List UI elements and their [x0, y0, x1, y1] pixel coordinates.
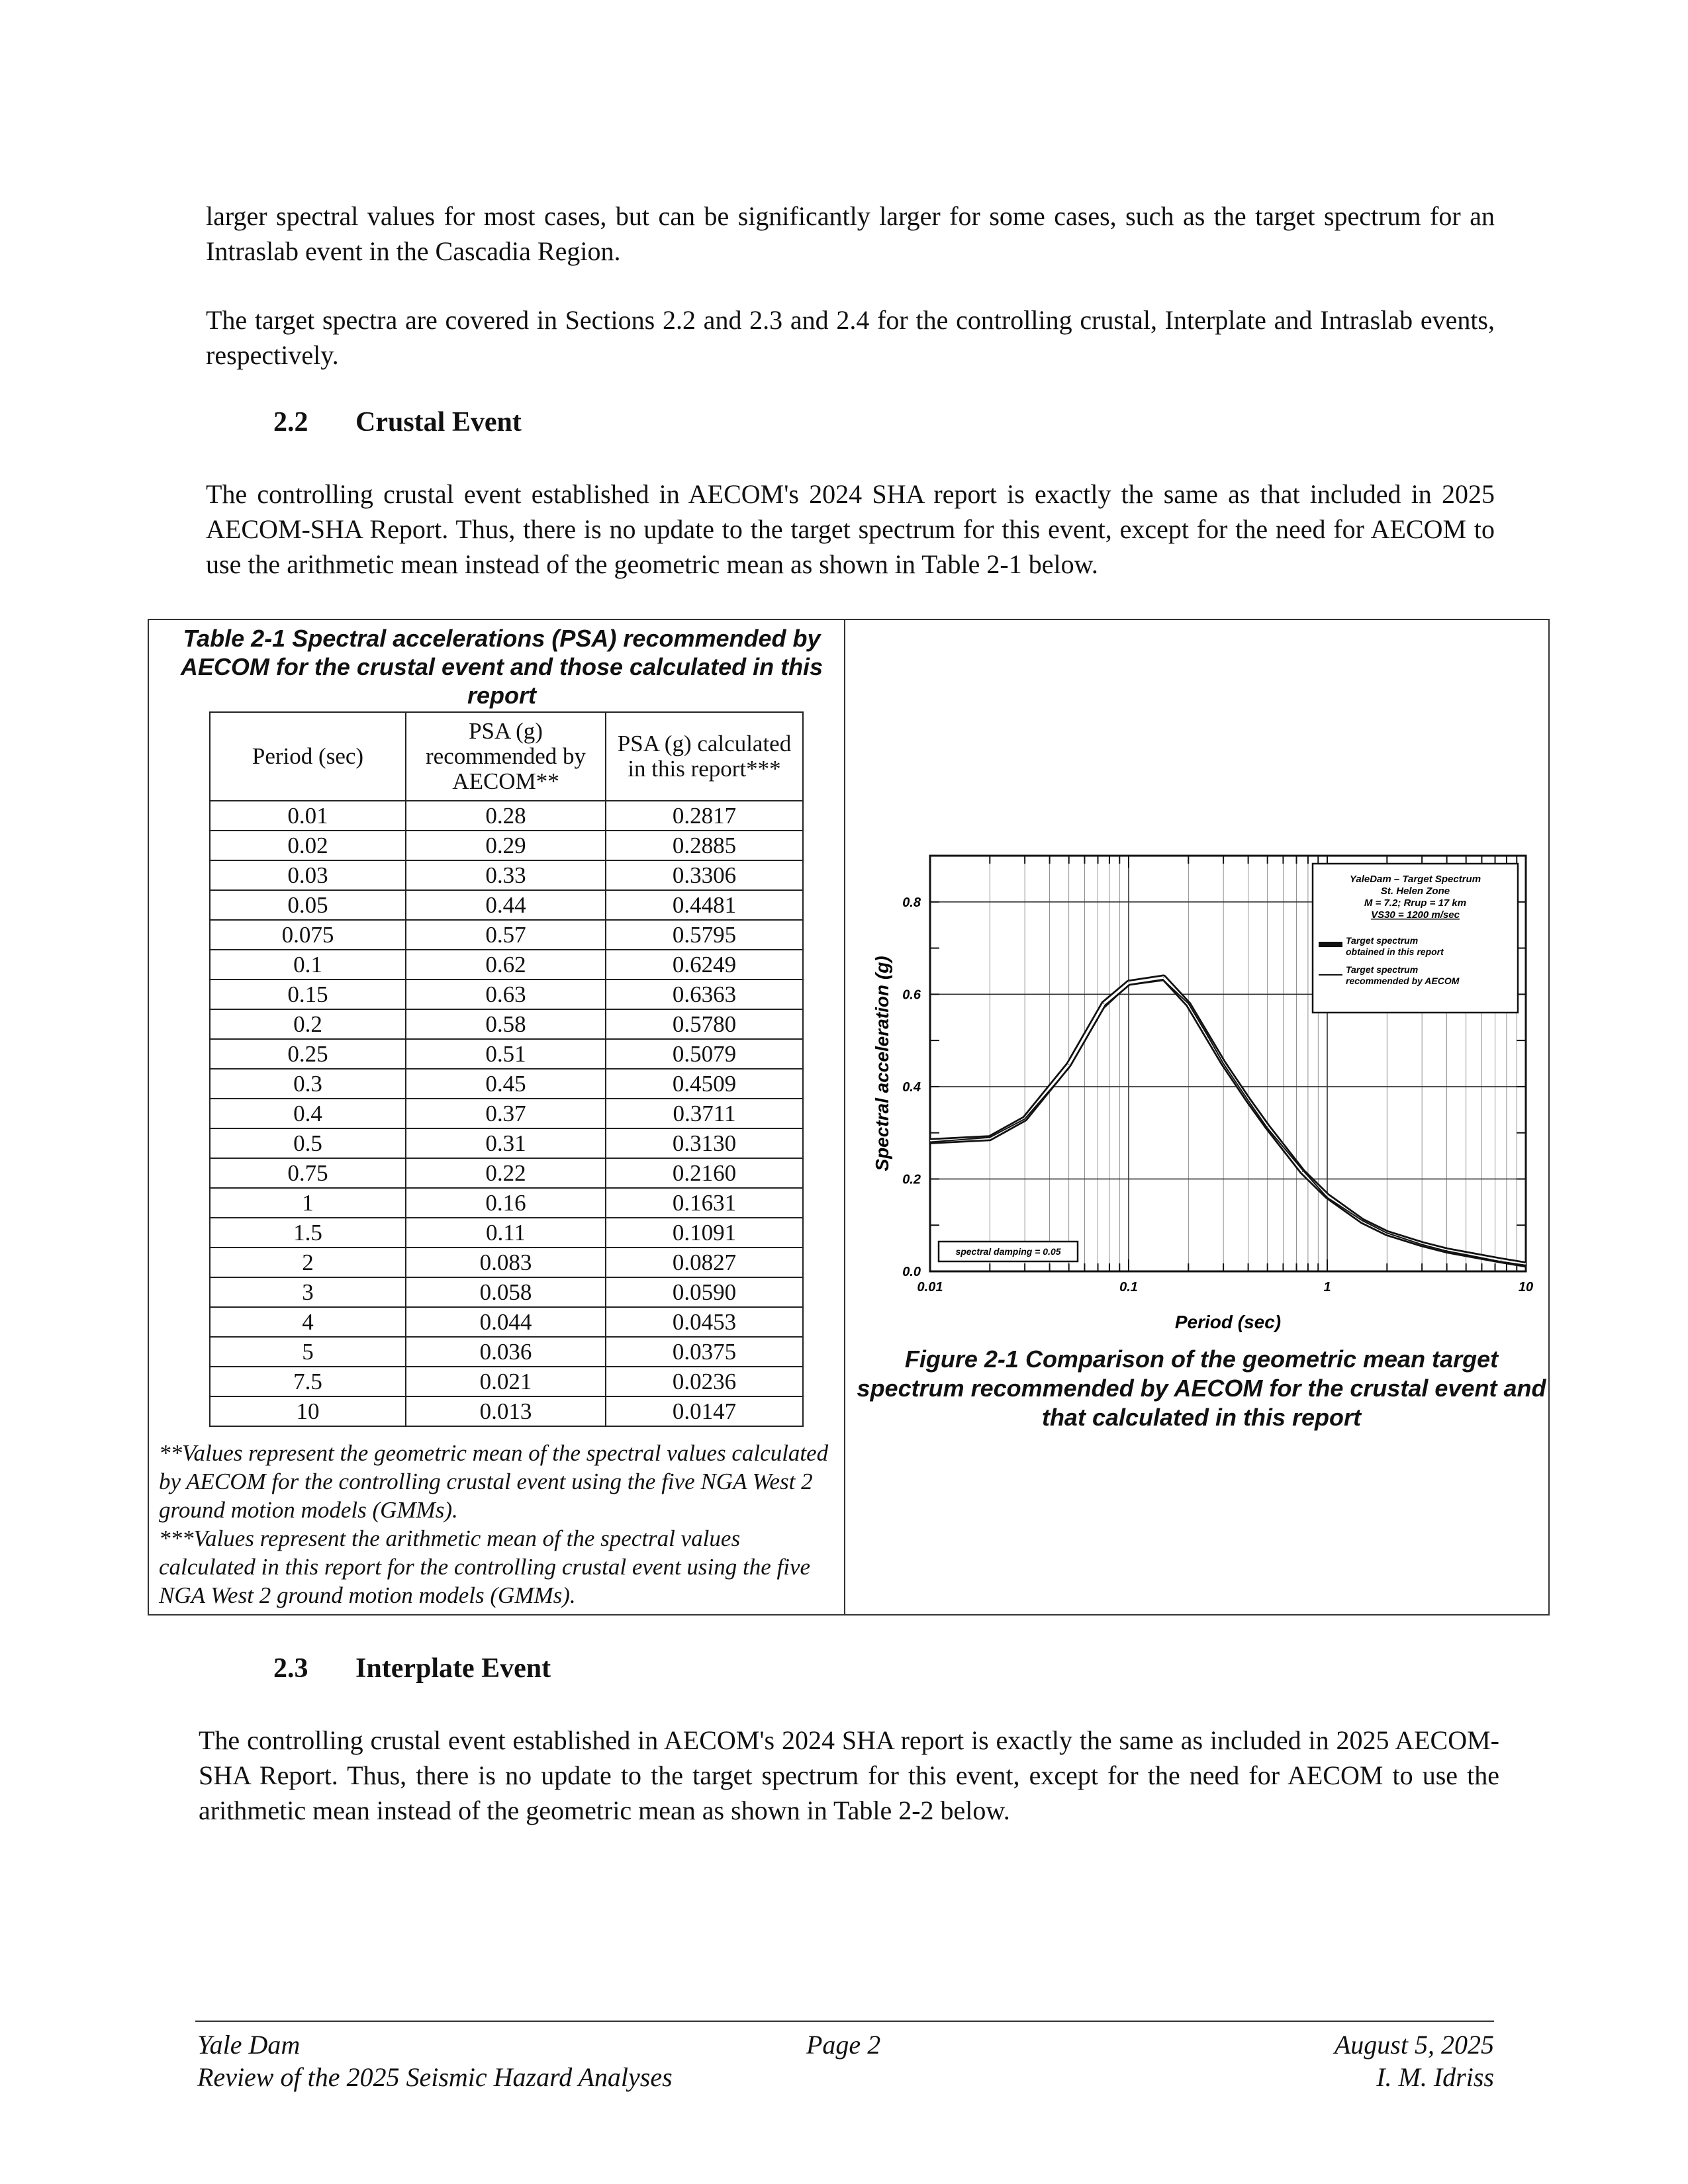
table-row [210, 801, 803, 831]
cell-psa-aecom: 0.058 [406, 1277, 606, 1307]
x-tick-label: 10 [1518, 1280, 1534, 1295]
cell-psa-calculated: 0.0590 [606, 1277, 803, 1307]
data-point-aecom [1422, 1244, 1423, 1245]
y-tick-label: 0.6 [902, 987, 921, 1003]
table-footnote-1: **Values represent the geometric mean of the spectral values calculated by AECOM for the controlling crustal event using the five NGA West 2 ground motion models (GMMs). [159, 1440, 829, 1523]
legend-label-thick-l1: Target spectrum [1346, 935, 1419, 946]
table-row [210, 1009, 803, 1039]
table-row [210, 1188, 803, 1218]
section-2-3-body: The controlling crustal event established in AECOM's 2024 SHA report is exactly the same as included in 2025 AECOM-SHA Report. Thus, there is no update to the target spectrum for this event, except for the need for AECOM to use the arithmetic mean instead of the geometric mean as shown in Table 2-2 below. [199, 1725, 1499, 1825]
cell-psa-aecom: 0.11 [406, 1218, 606, 1248]
header-psa-aecom: PSA (g) recommended by AECOM** [406, 712, 606, 801]
cell-psa-aecom: 0.45 [406, 1069, 606, 1099]
footer-project-name: Yale Dam [197, 2030, 301, 2060]
y-tick-label: 0.2 [902, 1172, 921, 1187]
cell-period: 0.3 [210, 1069, 406, 1099]
legend-subtitle-1: St. Helen Zone [1380, 886, 1450, 897]
data-point-aecom [1223, 1063, 1224, 1064]
legend-subtitle-2: M = 7.2; Rrup = 17 km [1364, 897, 1467, 909]
intro-paragraph-2: The target spectra are covered in Sections 2.2 and 2.3 and 2.4 for the controlling crustal, Interplate and Intraslab events, respectively. [206, 305, 1495, 370]
section-2-2-heading [273, 406, 522, 438]
data-point-aecom [1302, 1169, 1303, 1170]
cell-psa-calculated: 0.3130 [606, 1128, 803, 1158]
footer-author: I. M. Idriss [1376, 2062, 1494, 2092]
cell-psa-calculated: 0.2817 [606, 801, 803, 831]
cell-period: 0.075 [210, 920, 406, 950]
cell-period: 2 [210, 1248, 406, 1277]
cell-period: 0.1 [210, 950, 406, 979]
header-psa-calculated: PSA (g) calculated in this report*** [606, 712, 803, 801]
cell-psa-aecom: 0.021 [406, 1367, 606, 1396]
cell-psa-aecom: 0.013 [406, 1396, 606, 1426]
cell-psa-calculated: 0.6249 [606, 950, 803, 979]
cell-period: 0.2 [210, 1009, 406, 1039]
footer-page-number: Page 2 [806, 2030, 881, 2060]
cell-psa-calculated: 0.6363 [606, 979, 803, 1009]
cell-period: 7.5 [210, 1367, 406, 1396]
cell-psa-calculated: 0.1631 [606, 1188, 803, 1218]
cell-psa-calculated: 0.0453 [606, 1307, 803, 1337]
table-2-1-caption: Table 2-1 Spectral accelerations (PSA) recommended by AECOM for the crustal event and those calculated in this report [180, 625, 823, 709]
table-row [210, 979, 803, 1009]
legend-label-thin-l2: recommended by AECOM [1346, 976, 1460, 986]
table-row [210, 1158, 803, 1188]
footer-date: August 5, 2025 [1334, 2030, 1494, 2060]
cell-period: 3 [210, 1277, 406, 1307]
table-row [210, 1277, 803, 1307]
table-row [210, 950, 803, 979]
cell-period: 0.02 [210, 831, 406, 860]
cell-period: 10 [210, 1396, 406, 1426]
cell-psa-calculated: 0.5795 [606, 920, 803, 950]
cell-psa-calculated: 0.1091 [606, 1218, 803, 1248]
cell-psa-aecom: 0.29 [406, 831, 606, 860]
cell-psa-calculated: 0.4509 [606, 1069, 803, 1099]
cell-period: 1.5 [210, 1218, 406, 1248]
cell-period: 0.25 [210, 1039, 406, 1069]
cell-psa-aecom: 0.083 [406, 1248, 606, 1277]
data-point-calculated [1302, 1171, 1303, 1172]
cell-psa-calculated: 0.0375 [606, 1337, 803, 1367]
chart-series [929, 977, 1526, 1265]
cell-period: 4 [210, 1307, 406, 1337]
cell-period: 0.01 [210, 801, 406, 831]
chart-legend [1313, 864, 1518, 1013]
data-point-calculated [1163, 977, 1164, 978]
cell-psa-aecom: 0.44 [406, 890, 606, 920]
cell-period: 1 [210, 1188, 406, 1218]
y-tick-label: 0.0 [902, 1265, 921, 1279]
x-tick-label: 1 [1323, 1280, 1331, 1295]
cell-psa-calculated: 0.3711 [606, 1099, 803, 1128]
cell-psa-aecom: 0.31 [406, 1128, 606, 1158]
cell-psa-aecom: 0.62 [406, 950, 606, 979]
table-row [210, 1248, 803, 1277]
cell-psa-aecom: 0.63 [406, 979, 606, 1009]
table-row [210, 1396, 803, 1426]
cell-period: 0.5 [210, 1128, 406, 1158]
psa-table [209, 711, 804, 1427]
data-point-calculated [1068, 1064, 1069, 1065]
cell-psa-aecom: 0.58 [406, 1009, 606, 1039]
cell-psa-aecom: 0.51 [406, 1039, 606, 1069]
cell-period: 0.75 [210, 1158, 406, 1188]
intro-paragraph-1: larger spectral values for most cases, but can be significantly larger for some cases, such as the target spectrum for an Intraslab event in the Cascadia Region. [206, 201, 1495, 266]
cell-period: 0.15 [210, 979, 406, 1009]
x-axis-title: Period (sec) [1174, 1312, 1282, 1332]
cell-psa-calculated: 0.3306 [606, 860, 803, 890]
section-title: Crustal Event [355, 407, 522, 437]
data-point-aecom [1163, 980, 1164, 981]
table-row [210, 1307, 803, 1337]
cell-psa-calculated: 0.5780 [606, 1009, 803, 1039]
table-footnote-2: ***Values represent the arithmetic mean of the spectral values calculated in this report for the controlling crustal event using the five NGA West 2 ground motion models (GMMs). [159, 1525, 811, 1608]
spectrum-chart [861, 850, 1542, 1340]
cell-psa-aecom: 0.28 [406, 801, 606, 831]
cell-period: 0.03 [210, 860, 406, 890]
x-tick-label: 0.1 [1119, 1280, 1138, 1295]
cell-psa-aecom: 0.33 [406, 860, 606, 890]
cell-psa-calculated: 0.0236 [606, 1367, 803, 1396]
cell-psa-calculated: 0.2885 [606, 831, 803, 860]
section-number: 2.3 [273, 1653, 308, 1684]
y-tick-label: 0.8 [902, 895, 921, 910]
cell-period: 0.05 [210, 890, 406, 920]
section-2-3-heading [273, 1653, 551, 1684]
footer-document-title: Review of the 2025 Seismic Hazard Analyses [197, 2062, 673, 2092]
table-row [210, 1039, 803, 1069]
legend-title: YaleDam – Target Spectrum [1349, 874, 1481, 885]
data-point-aecom [1103, 1008, 1104, 1009]
table-row [210, 1099, 803, 1128]
table-row [210, 1337, 803, 1367]
cell-period: 0.4 [210, 1099, 406, 1128]
table-row [210, 860, 803, 890]
cell-psa-aecom: 0.16 [406, 1188, 606, 1218]
figure-2-1-caption: Figure 2-1 Comparison of the geometric mean target spectrum recommended by AECOM for the crustal event and that calculated in this report [857, 1345, 1546, 1431]
legend-subtitle-3: VS30 = 1200 m/sec [1371, 909, 1460, 921]
table-row [210, 831, 803, 860]
cell-psa-calculated: 0.4481 [606, 890, 803, 920]
data-point-aecom [1188, 1003, 1189, 1004]
damping-annotation: spectral damping = 0.05 [955, 1246, 1061, 1257]
table-row [210, 1128, 803, 1158]
footer-left [197, 2028, 673, 2093]
legend-label-thin-l1: Target spectrum [1346, 964, 1419, 975]
cell-psa-aecom: 0.044 [406, 1307, 606, 1337]
data-point-calculated [1128, 982, 1129, 983]
section-title: Interplate Event [355, 1653, 551, 1684]
y-tick-label: 0.4 [902, 1079, 921, 1095]
legend-label-thick-l2: obtained in this report [1346, 946, 1444, 957]
cell-psa-aecom: 0.036 [406, 1337, 606, 1367]
cell-psa-calculated: 0.0827 [606, 1248, 803, 1277]
table-row [210, 1218, 803, 1248]
cell-psa-aecom: 0.22 [406, 1158, 606, 1188]
cell-psa-calculated: 0.5079 [606, 1039, 803, 1069]
table-row [210, 1367, 803, 1396]
cell-period: 5 [210, 1337, 406, 1367]
table-row [210, 1069, 803, 1099]
header-period: Period (sec) [210, 712, 406, 801]
section-2-2-body: The controlling crustal event established in AECOM's 2024 SHA report is exactly the same as that included in 2025 AECOM-SHA Report. Thus, there is no update to the target spectrum for this event, except for the need for AECOM to use the arithmetic mean instead of the geometric mean as shown in Table 2-1 below. [206, 479, 1495, 579]
data-point-calculated [1103, 1003, 1104, 1004]
footer-rule [195, 2021, 1494, 2022]
cell-psa-aecom: 0.57 [406, 920, 606, 950]
section-number: 2.2 [273, 407, 308, 437]
y-axis-title: Spectral acceleration (g) [872, 956, 892, 1171]
box-divider [844, 619, 845, 1615]
table-row [210, 920, 803, 950]
table-row [210, 890, 803, 920]
cell-psa-calculated: 0.0147 [606, 1396, 803, 1426]
table-header-row [210, 712, 803, 801]
cell-psa-calculated: 0.2160 [606, 1158, 803, 1188]
footer-right [1335, 2028, 1494, 2093]
cell-psa-aecom: 0.37 [406, 1099, 606, 1128]
x-tick-label: 0.01 [917, 1280, 943, 1295]
